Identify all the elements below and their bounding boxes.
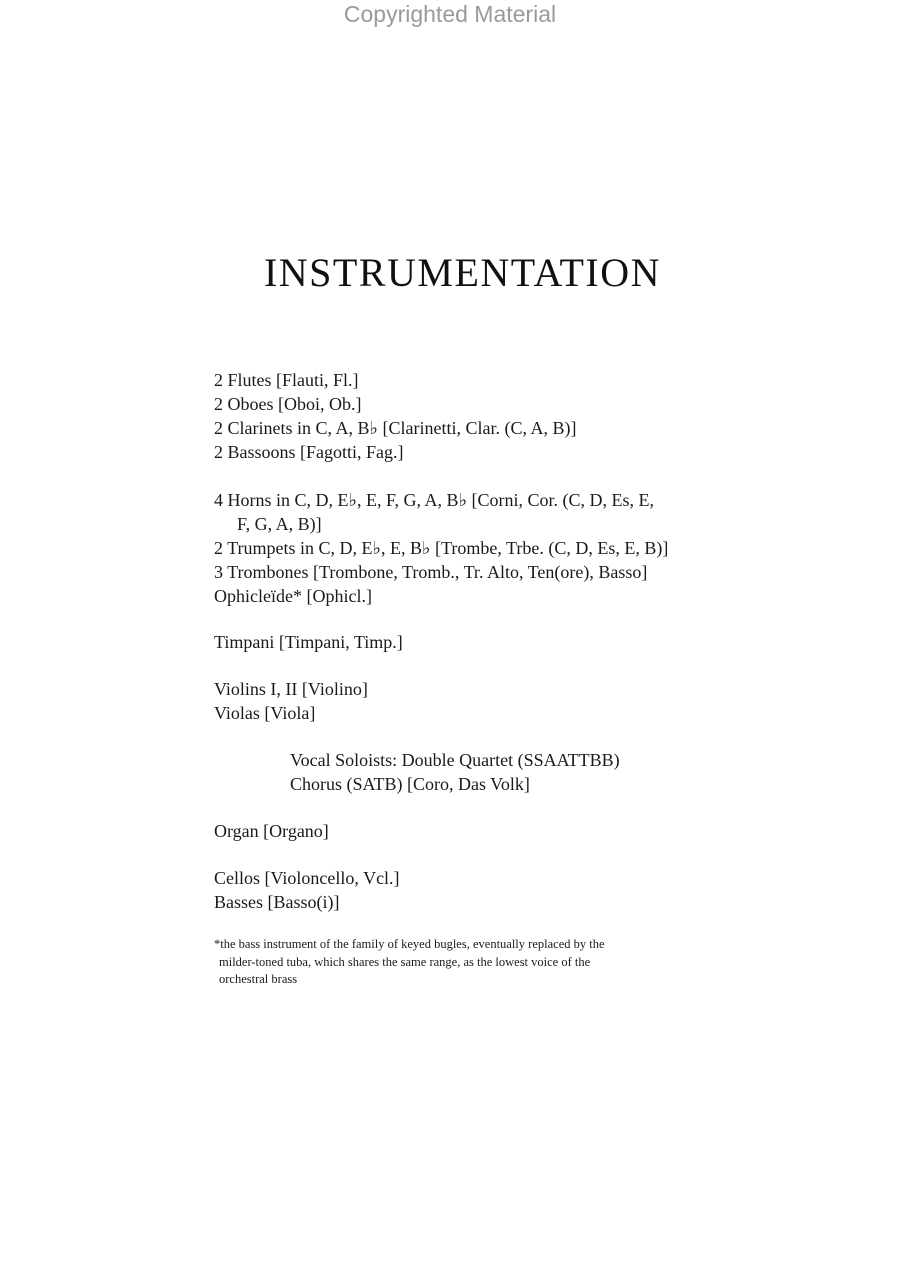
instrument-line-violins: Violins I, II [Violino] [214,679,368,699]
footnote-line: milder-toned tuba, which shares the same range, as the lowest voice of the [219,954,591,969]
instrument-line-flutes: 2 Flutes [Flauti, Fl.] [214,370,359,390]
instrument-line-clarinets: 2 Clarinets in C, A, B♭ [Clarinetti, Clar. (C, A, B)] [214,418,577,438]
instrument-line-vocal-soloists: Vocal Soloists: Double Quartet (SSAATTBB) [290,750,620,770]
instrument-line-violas: Violas [Viola] [214,703,316,723]
footnote-line: *the bass instrument of the family of keyed bugles, eventually replaced by the [214,937,605,951]
footnote [214,936,714,989]
instrument-line-trombones: 3 Trombones [Trombone, Tromb., Tr. Alto, Ten(ore), Basso] [214,562,648,582]
instrument-line-oboes: 2 Oboes [Oboi, Ob.] [214,394,362,414]
footnote-line: orchestral brass [219,972,298,986]
copyright-watermark: Copyrighted Material [343,1,557,27]
instrument-line-timpani: Timpani [Timpani, Timp.] [214,632,403,652]
instrument-line-horns: 4 Horns in C, D, E♭, E, F, G, A, B♭ [Corni, Cor. (C, D, Es, E, [214,490,655,510]
instrument-line-trumpets: 2 Trumpets in C, D, E♭, E, B♭ [Trombe, Trbe. (C, D, Es, E, B)] [214,538,669,558]
instrument-line-chorus: Chorus (SATB) [Coro, Das Volk] [290,774,530,794]
instrument-line-ophicleide: Ophicleïde* [Ophicl.] [214,586,372,606]
page-title: INSTRUMENTATION [263,250,662,295]
instrument-line-cellos: Cellos [Violoncello, Vcl.] [214,868,400,888]
instrument-line-organ: Organ [Organo] [214,821,329,841]
instrument-line-basses: Basses [Basso(i)] [214,892,340,912]
instrument-line-bassoons: 2 Bassoons [Fagotti, Fag.] [214,442,404,462]
instrument-line-horns-continued: F, G, A, B)] [237,514,322,534]
